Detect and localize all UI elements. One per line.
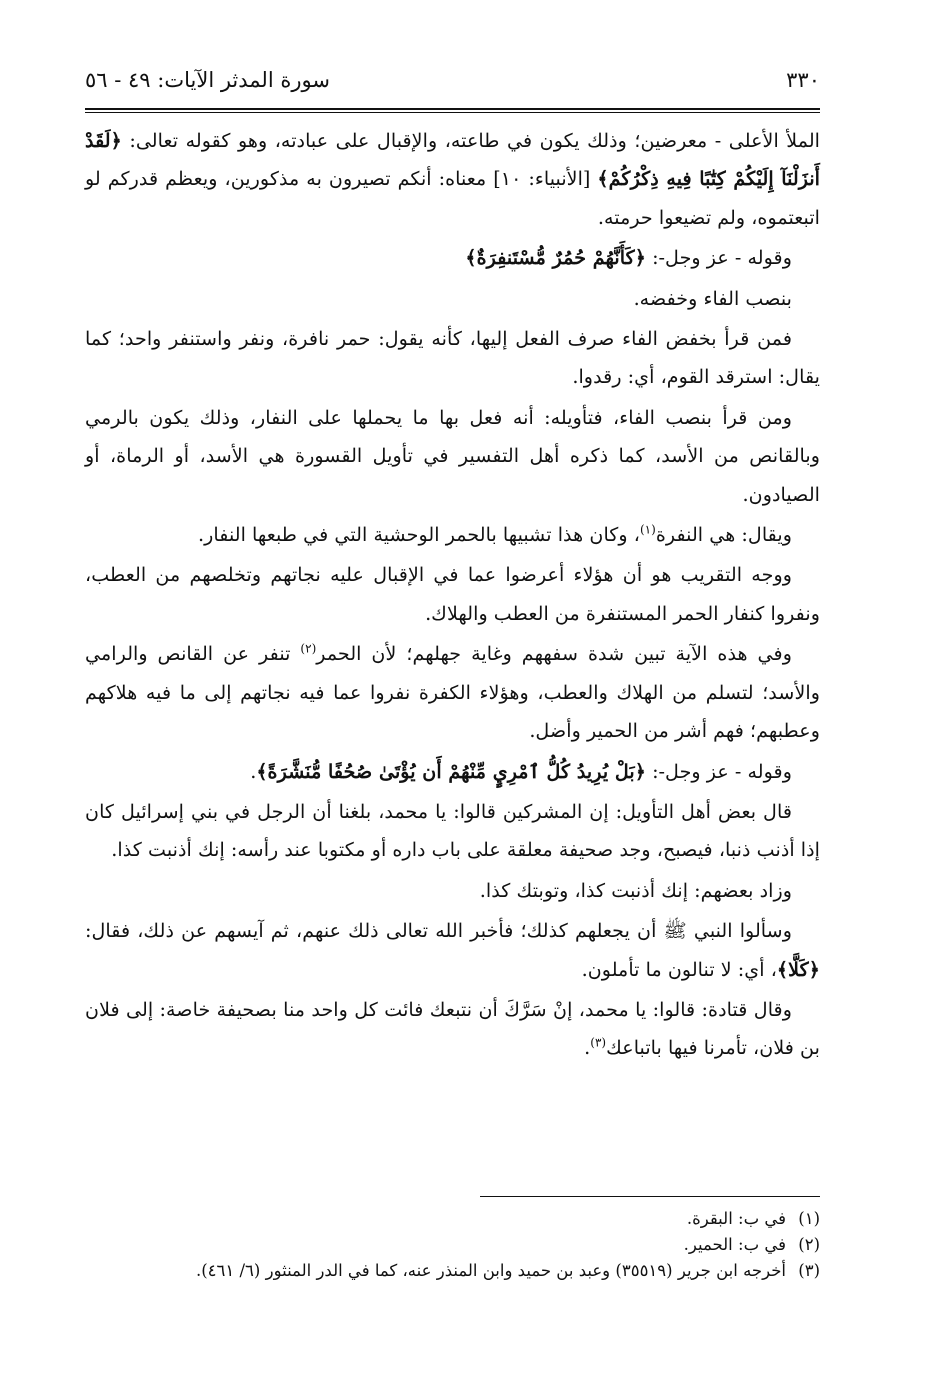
footnote-number: (٣) bbox=[798, 1261, 820, 1280]
footnotes bbox=[85, 1206, 820, 1284]
footnote-ref: (١) bbox=[639, 522, 656, 537]
footnote-ref: (٣) bbox=[590, 1035, 607, 1050]
footnote-text: في ب: الحمير. bbox=[683, 1235, 786, 1254]
text-run: وفي هذه الآية تبين شدة سفههم وغاية جهلهم؛ لأن الحمر bbox=[316, 642, 792, 666]
text-run: ووجه التقريب هو أن هؤلاء أعرضوا عما في الإقبال عليه نجاتهم وتخلصهم من العطب، ونفروا كنفار الحمر المستنفرة من العطب والهلاك. bbox=[85, 563, 820, 625]
text-run: ويقال: هي النفرة bbox=[655, 523, 792, 547]
paragraph bbox=[85, 635, 820, 750]
paragraph bbox=[85, 912, 820, 989]
text-run: وقال قتادة: قالوا: يا محمد، إنْ سَرَّكَ أن نتبعك فائت كل واحد منا بصحيفة خاصة: إلى فلان بن فلان، تأمرنا فيها باتباعك bbox=[85, 997, 820, 1060]
text-run: وزاد بعضهم: إنك أذنبت كذا، وتوبتك كذا. bbox=[479, 878, 792, 902]
paragraph bbox=[85, 122, 820, 237]
header-rule bbox=[85, 108, 820, 113]
text-run: فمن قرأ بخفض الفاء صرف الفعل إليها، كأنه يقول: حمر نافرة، ونفر واستنفر واحد؛ كما يقال: استرقد القوم، أي: رقدوا. bbox=[85, 327, 820, 389]
text-run: ومن قرأ بنصب الفاء، فتأويله: أنه فعل بها ما يحملها على النفار، وذلك يكون بالرمي وبالقانص من الأسد، كما ذكره أهل التفسير في تأويل القسورة هي الأسد، أو الرماة، أو الصيادون. bbox=[85, 405, 820, 506]
footnote bbox=[85, 1206, 820, 1232]
paragraph bbox=[85, 516, 820, 554]
footnote-number: (١) bbox=[798, 1209, 820, 1228]
quran-verse: ﴿كَلَّا﴾ bbox=[776, 957, 820, 981]
text-run: وقوله - عز وجل-: bbox=[645, 759, 792, 783]
text-run: . bbox=[250, 759, 257, 783]
paragraph bbox=[85, 239, 820, 277]
paragraph bbox=[85, 399, 820, 514]
footnote-ref: (٢) bbox=[300, 641, 317, 656]
footnote bbox=[85, 1258, 820, 1284]
footnote-text: في ب: البقرة. bbox=[686, 1209, 786, 1228]
footnote bbox=[85, 1232, 820, 1258]
paragraph bbox=[85, 872, 820, 910]
footnote-number: (٢) bbox=[798, 1235, 820, 1254]
quran-verse: ﴿كَأَنَّهُمْ حُمُرٌ مُّسْتَنفِرَةٌ﴾ bbox=[465, 246, 646, 270]
text-run: الملأ الأعلى - معرضين؛ وذلك يكون في طاعته، والإقبال على عبادته، وهو كقوله تعالى: bbox=[121, 129, 820, 152]
text-run: وسألوا النبي ﷺ أن يجعلهم كذلك؛ فأخبر الله تعالى ذلك عنهم، ثم آيسهم عن ذلك، فقال: bbox=[85, 919, 792, 943]
main-text bbox=[85, 122, 820, 1070]
paragraph bbox=[85, 320, 820, 397]
text-run: بنصب الفاء وخفضه. bbox=[633, 286, 792, 310]
quran-verse: ﴿بَلْ يُرِيدُ كُلُّ ٱمْرِيٍٕ مِّنْهُمْ أَن يُؤْتَىٰ صُحُفًا مُّنَشَّرَةً﴾ bbox=[256, 759, 646, 783]
page-number: ٣٣٠ bbox=[786, 68, 820, 92]
footnote-text: أخرجه ابن جرير (٣٥٥١٩) وعبد بن حميد وابن المنذر عنه، كما في الدر المنثور (٦/ ٤٦١). bbox=[195, 1261, 786, 1280]
text-run: قال بعض أهل التأويل: إن المشركين قالوا: يا محمد، بلغنا أن الرجل في بني إسرائيل كان إذا أذنب ذنبا، فيصبح، وجد صحيفة معلقة على باب داره أو مكتوبا عند رأسه: إنك أذنبت كذا. bbox=[85, 799, 820, 862]
text-run: ، أي: لا تنالون ما تأملون. bbox=[581, 957, 777, 981]
text-run: تنفر عن القانص والرامي والأسد؛ لتسلم من الهلاك والعطب، وهؤلاء الكفرة نفروا عما فيه نجاتهم إلى ما فيه هلاكهم وعطبهم؛ فهم أشر من الحمير وأضل. bbox=[85, 642, 820, 743]
paragraph bbox=[85, 991, 820, 1068]
page-header bbox=[85, 60, 820, 100]
paragraph bbox=[85, 793, 820, 870]
running-title: سورة المدثر الآيات: ٤٩ - ٥٦ bbox=[85, 68, 330, 92]
paragraph bbox=[85, 753, 820, 791]
paragraph bbox=[85, 556, 820, 633]
footnote-separator bbox=[480, 1196, 820, 1197]
text-run: [الأنبياء: ١٠] معناه: أنكم تصيرون به مذكورين، ويعظم قدركم لو اتبعتموه، ولم تضيعوا حرمته. bbox=[85, 167, 820, 229]
text-run: . bbox=[584, 1036, 591, 1060]
text-run: وقوله - عز وجل-: bbox=[645, 246, 792, 270]
quran-verse: ﴿لَقَدْ أَنزَلْنَآ إِلَيْكُمْ كِتَٰبًا فِيهِ ذِكْرُكُمْ﴾ bbox=[85, 129, 820, 191]
paragraph bbox=[85, 280, 820, 318]
text-run: ، وكان هذا تشبيها بالحمر الوحشية التي في طبعها النفار. bbox=[198, 523, 640, 547]
